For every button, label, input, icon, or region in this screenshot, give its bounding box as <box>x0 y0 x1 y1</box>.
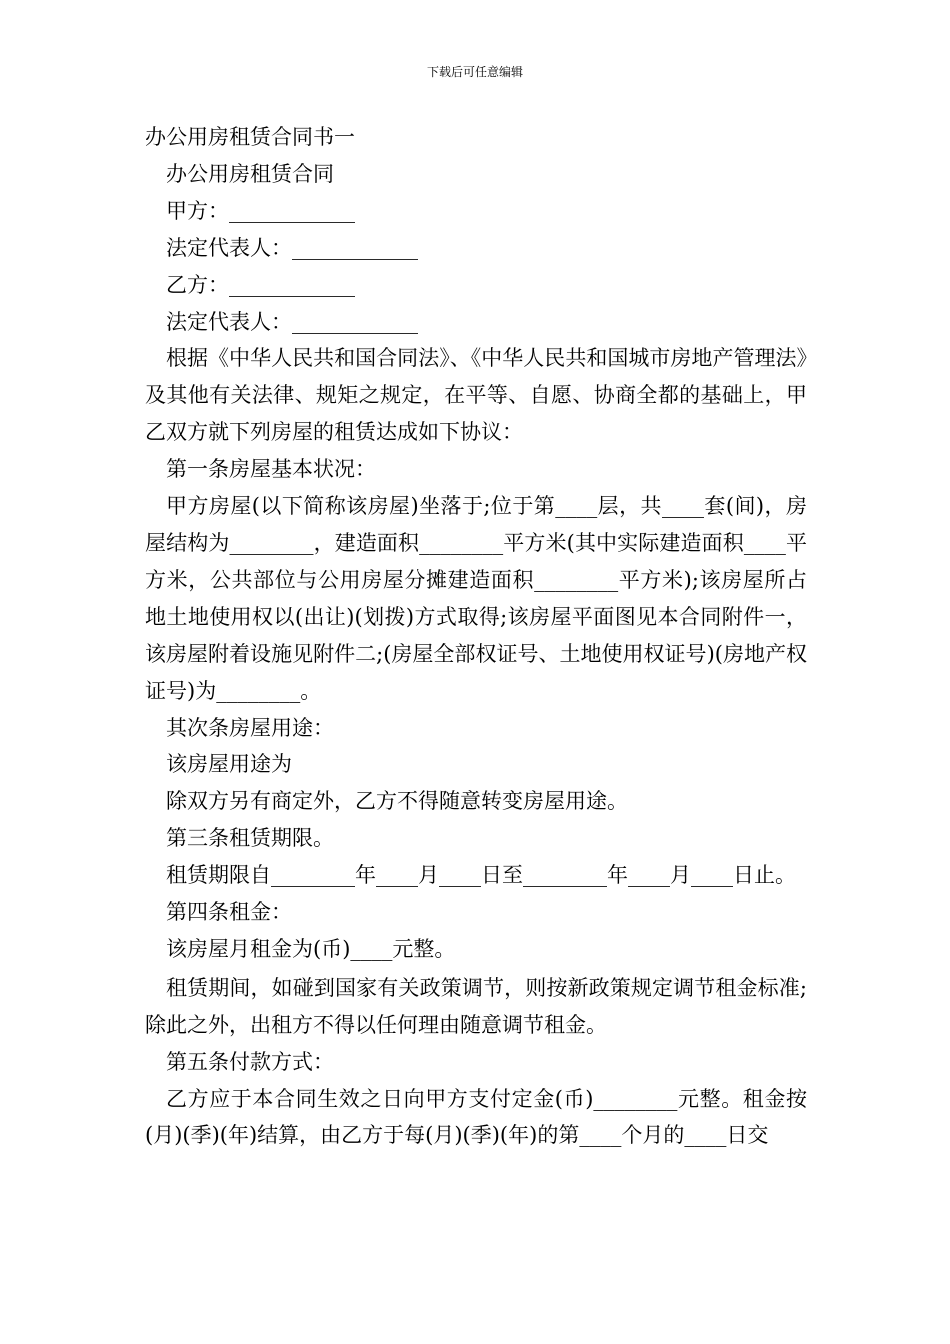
contract-heading: 办公用房租赁合同 <box>166 161 334 186</box>
article-5-heading: 第五条付款方式： <box>166 1049 334 1074</box>
article-2-heading: 其次条房屋用途： <box>166 715 334 740</box>
document-title: 办公用房租赁合同书一 <box>145 125 355 149</box>
party-b-representative-line: 法定代表人：____________ <box>166 309 418 334</box>
party-a-line: 甲方：____________ <box>166 198 355 223</box>
article-2-usage: 该房屋用途为 <box>166 752 292 777</box>
preamble-paragraph: 根据《中华人民共和国合同法》、《中华人民共和国城市房地产管理法》及其他有关法律、规矩之规定，在平等、自愿、协商全都的基础上，甲乙双方就下列房屋的租赁达成如下协议： <box>145 346 807 445</box>
article-5-body: 乙方应于本合同生效之日向甲方支付定金(币)________元整。租金按(月)(季)(年)结算，由乙方于每(月)(季)(年)的第____个月的____日交 <box>145 1086 807 1148</box>
article-1-body: 甲方房屋(以下简称该房屋)坐落于;位于第____层，共____套(间)，房屋结构为________，建造面积________平方米(其中实际建造面积____平方米，公共部位与公用房屋分摊建造面积________平方米);该房屋所占地土地使用权以(出让)(划拨)方式取得;该房屋平面图见本合同附件一，该房屋附着设施见附件二;(房屋全部权证号、土地使用权证号)(房地产权证号)为________。 <box>145 494 808 703</box>
article-3-heading: 第三条租赁期限。 <box>166 826 334 851</box>
article-4-heading: 第四条租金： <box>166 900 292 925</box>
party-a-representative-line: 法定代表人：____________ <box>166 235 418 260</box>
article-4-adjustment: 租赁期间，如碰到国家有关政策调节，则按新政策规定调节租金标准;除此之外，出租方不得以任何理由随意调节租金。 <box>145 975 807 1037</box>
document-body <box>145 119 807 1154</box>
article-2-restriction: 除双方另有商定外，乙方不得随意转变房屋用途。 <box>166 789 628 814</box>
article-1-heading: 第一条房屋基本状况： <box>166 457 376 482</box>
article-4-rent: 该房屋月租金为(币)____元整。 <box>166 936 456 961</box>
page-header-note: 下载后可任意编辑 <box>426 65 523 79</box>
article-3-body: 租赁期限自________年____月____日至________年____月____日止。 <box>166 863 796 888</box>
party-b-line: 乙方：____________ <box>166 272 355 297</box>
